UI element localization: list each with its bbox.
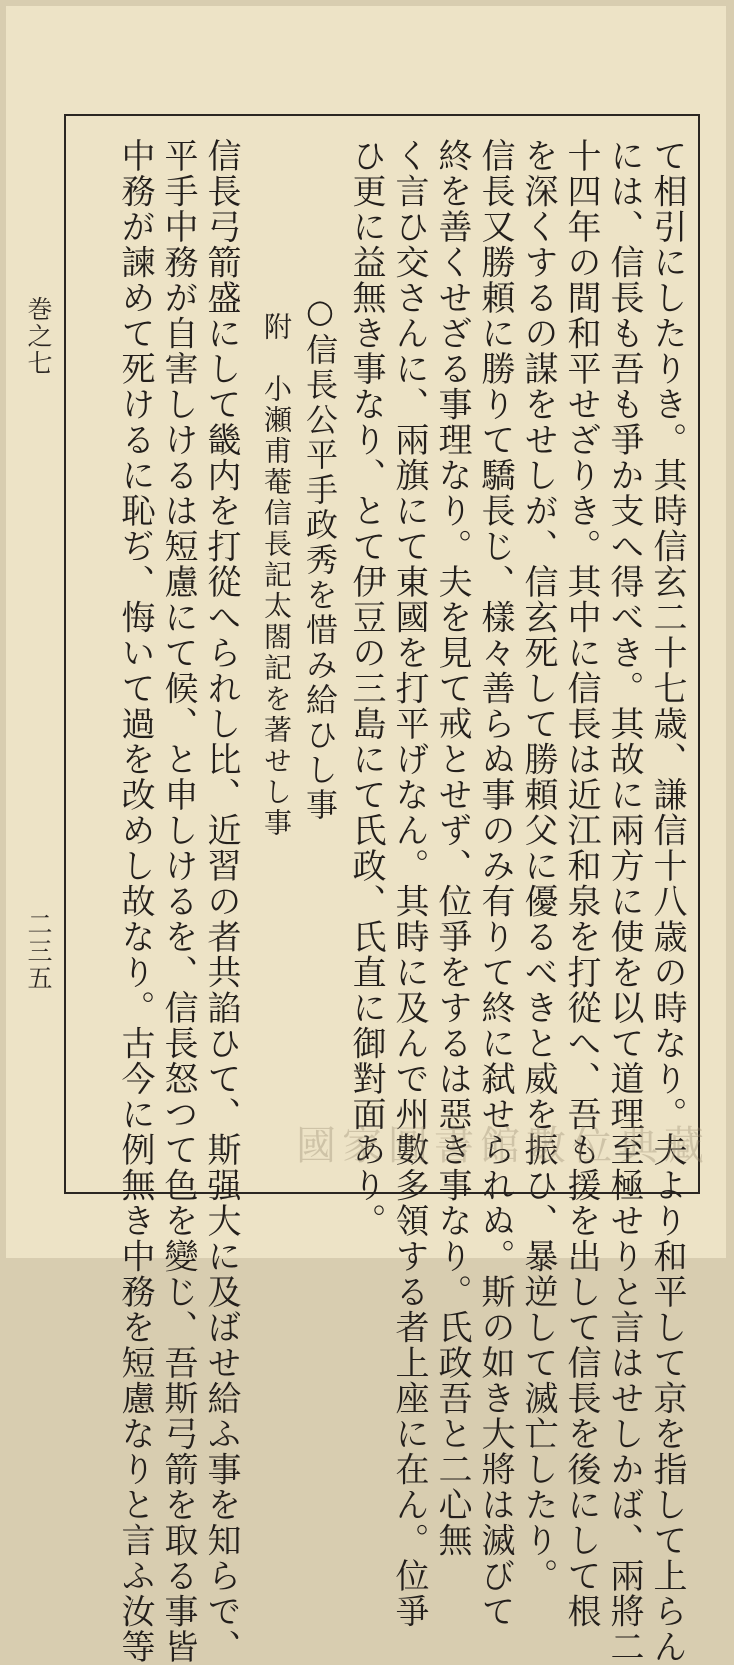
chapter-label: 巻之七 [24, 296, 53, 377]
text-column-2: には、信長も吾も爭か支へ得べき。其故に兩方に使を以て道理至極せりと言はせしかば、兩將二 [604, 138, 644, 1665]
text-frame [64, 114, 700, 1665]
book-page [6, 6, 726, 1665]
section-subtitle: 附 小瀬甫菴信長記太閤記を著せし事 [260, 312, 293, 839]
text-column-9: 信長弓箭盛にして畿内を打從へられし比、近習の者共諂ひて、斯强大に及ばせ給ふ事を知らで、 [201, 138, 241, 1665]
library-watermark: 國家圖書館數位典藏 [296, 1123, 710, 1169]
text-column-10: 平手中務が自害しけるは短慮にて候、と申しけるを、信長怒つて色を變じ、吾斯弓箭を取る事皆 [158, 138, 198, 1665]
section-title: ○信長公平手政秀を惜み給ひし事 [301, 292, 339, 823]
text-column-1: て相引にしたりき。其時信玄二十七歳、謙信十八歳の時なり。夫より和平して京を指して上らん [647, 138, 687, 1665]
text-column-6: 終を善くせざる事理なり。夫を見て戒とせず、位爭をするは惡き事なり。氏政吾と二心無 [432, 138, 472, 1558]
text-column-3: 十四年の間和平せざりき。其中に信長は近江和泉を打從へ、吾も援を出して信長を後にして根 [561, 138, 601, 1629]
text-column-5: 信長又勝頼に勝りて驕長じ、樣々善らぬ事のみ有りて終に弑せられぬ。斯の如き大將は滅びて [475, 138, 515, 1629]
text-column-7: く言ひ交さんに、兩旗にて東國を打平げなん。其時に及んで州數多領する者上座に在ん。位爭 [389, 138, 429, 1629]
text-column-11: 中務が諫めて死けるに恥ぢ、悔いて過を改めし故なり。古今に例無き中務を短慮なりと言ふ汝等 [115, 138, 155, 1665]
text-column-8: ひ更に益無き事なり、とて伊豆の三島にて氏政、氏直に御對面あり。 [346, 138, 386, 1239]
page-number: 二三五 [24, 911, 53, 992]
text-column-4: を深くするの謀をせしが、信玄死して勝頼父に優るべきと威を振ひ、暴逆して滅亡したり。 [518, 138, 558, 1594]
